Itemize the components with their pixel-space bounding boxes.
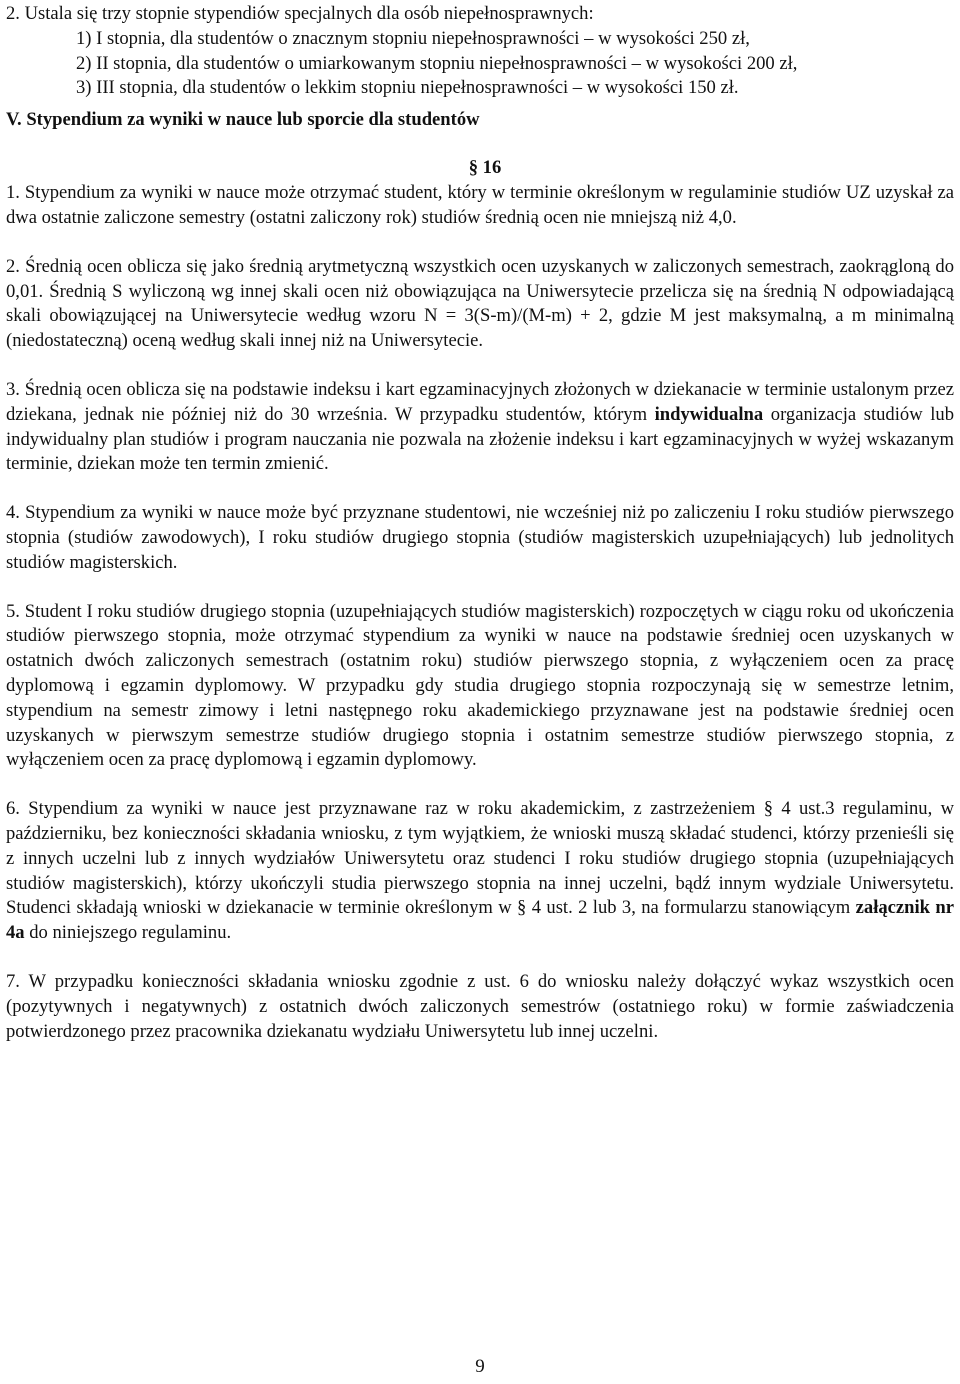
page-number: 9 [475, 1356, 485, 1377]
document-page [6, 2, 954, 1044]
list-item: 2) II stopnia, dla studentów o umiarkowanym stopniu niepełnosprawności – w wysokości 200 zł, [76, 52, 798, 74]
paragraph-2: 2. Średnią ocen oblicza się jako średnią arytmetyczną wszystkich ocen uzyskanych w zaliczonych semestrach, zaokrągloną do 0,01. Średnią S wyliczoną wg innej skali ocen niż obowiązująca na Uniwersytecie przelicza się na średnią N odpowiadającą skali obowiązującej na Uniwersytecie według wzoru N = 3(S-m)/(M-m) + 2, gdzie M jest maksymalną, a m minimalną (niedostateczną) oceną według skali innej niż na Uniwersytecie. [6, 255, 954, 352]
paragraph-3 [6, 378, 954, 477]
paragraph-5: 5. Student I roku studiów drugiego stopnia (uzupełniających studiów magisterskich) rozpoczętych w ciągu roku od ukończenia studiów pierwszego stopnia, może otrzymać stypendium za wyniki w nauce na podstawie średniej ocen uzyskanych w ostatnich dwóch zaliczonych semestrach (ostatnim roku) studiów pierwszego stopnia, z wyłączeniem ocen za pracę dyplomową i egzamin dyplomowy. W przypadku gdy studia drugiego stopnia rozpoczynają się w semestrze letnim, stypendium na semestr zimowy i letni następnego roku akademickiego przyznawane jest na podstawie średniej ocen uzyskanych w pierwszym semestrze studiów drugiego stopnia i ostatnim semestrze studiów pierwszego stopnia, z wyłączeniem ocen za pracę dyplomową i egzamin dyplomowy. [6, 600, 954, 771]
paragraph-6-text-a: 6. Stypendium za wyniki w nauce jest przyznawane raz w roku akademickim, z zastrzeżeniem § 4 ust.3 regulaminu, w październiku, bez konieczności składania wniosku, z tym wyjątkiem, że wnioski muszą składać studenci, którzy przenieśli się z innych uczelni lub z innych wydziałów Uniwersytetu oraz studenci I roku studiów drugiego stopnia (uzupełniających studiów magisterskich), którzy ukończyli studia pierwszego stopnia na innej uczelni, bądź innym wydziale Uniwersytetu. Studenci składają wnioski w dziekanacie w terminie określonym w § 4 ust. 2 lub 3, na formularzu stanowiącym [6, 798, 954, 919]
paragraph-4: 4. Stypendium za wyniki w nauce może być przyznane studentowi, nie wcześniej niż po zaliczeniu I roku studiów pierwszego stopnia (studiów zawodowych), I roku studiów drugiego stopnia (studiów magisterskich uzupełniających) lub jednolitych studiów magisterskich. [6, 502, 954, 573]
list-item: 3) III stopnia, dla studentów o lekkim stopniu niepełnosprawności – w wysokości 150 zł. [76, 77, 739, 99]
paragraph-1: 1. Stypendium za wyniki w nauce może otrzymać student, który w terminie określonym w regulaminie studiów UZ uzyskał za dwa ostatnie zaliczone semestry (ostatni zaliczony rok) studiów średnią ocen nie mniejszą niż 4,0. [6, 182, 954, 228]
paragraph-6 [6, 797, 954, 946]
paragraph-7: 7. W przypadku konieczności składania wniosku zgodnie z ust. 6 do wniosku należy dołączyć wykaz wszystkich ocen (pozytywnych i negatywnych) z ostatnich dwóch zaliczonych semestrów (ostatniego roku) w formie zaświadczenia potwierdzonego przez pracownika dziekanatu wydziału Uniwersytetu lub innej uczelni. [6, 970, 954, 1042]
paragraph-3-text-b: organizacja studiów lub indywidualny plan studiów i program nauczania nie pozwala na złożenie indeksu i kart egzaminacyjnych w wyżej wskazanym terminie, dziekan może ten termin zmienić. [6, 403, 954, 475]
section-number: § 16 [468, 157, 502, 179]
paragraph-6-bold: załącznik nr 4a [6, 897, 954, 944]
intro-line: 2. Ustala się trzy stopnie stypendiów specjalnych dla osób niepełnosprawnych: [6, 3, 594, 24]
stipend-levels-list [6, 27, 954, 101]
list-item: 1) I stopnia, dla studentów o znacznym stopniu niepełnosprawności – w wysokości 250 zł, [76, 27, 750, 49]
paragraph-6-text-b: do niniejszego regulaminu. [24, 922, 232, 944]
paragraph-3-bold: indywidualna [654, 403, 764, 425]
paragraph-3-text-a: 3. Średnią ocen oblicza się na podstawie indeksu i kart egzaminacyjnych złożonych w dziekanacie w terminie ustalonym przez dziekana, jednak nie później niż do 30 września. W przypadku studentów, którym [6, 378, 954, 425]
section-heading: V. Stypendium za wyniki w nauce lub sporcie dla studentów [6, 109, 480, 131]
